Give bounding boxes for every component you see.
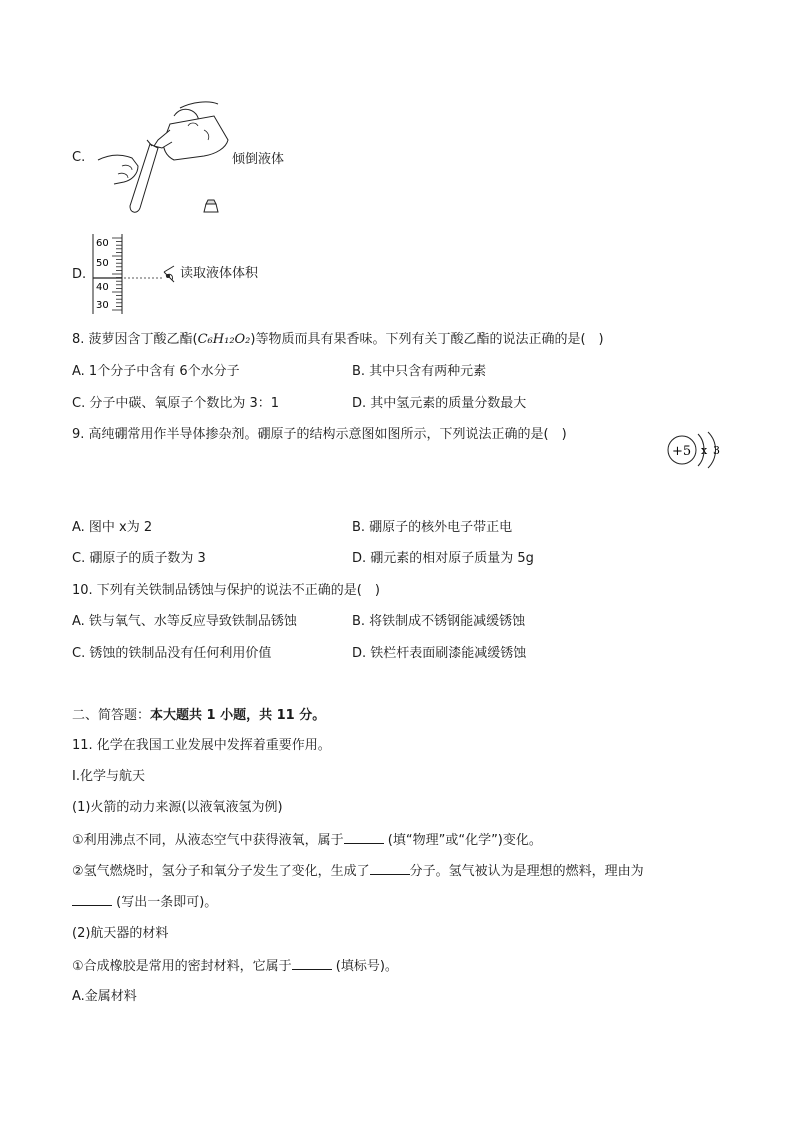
answer-blank-2[interactable] (370, 862, 410, 875)
q11-choice-a: A.金属材料 (72, 989, 137, 1004)
section-2-prefix: 二、简答题： (72, 708, 151, 723)
q10-option-d: D. 铁栏杆表面刷漆能减缓锈蚀 (352, 646, 527, 661)
q8-stem (72, 331, 604, 349)
q11-item-2-text-after: 分子。氢气被认为是理想的燃料，理由为 (409, 864, 644, 879)
q8-formula: C₆H₁₂O₂ (197, 332, 251, 347)
q11-item-1-text-before: ①利用沸点不同，从液态空气中获得液氧，属于 (72, 833, 344, 848)
pouring-liquid-illustration (92, 96, 232, 218)
q8-stem-after: )等物质而具有果香味。下列有关丁酸乙酯的说法正确的是( ) (250, 332, 604, 347)
q11-item-3 (72, 957, 398, 976)
q11-item-3-text-before: ①合成橡胶是常用的密封材料，它属于 (72, 959, 292, 974)
q10-option-c: C. 锈蚀的铁制品没有任何利用价值 (72, 646, 272, 661)
q9-option-d: D. 硼元素的相对原子质量为 5g (352, 551, 534, 566)
q11-item-1 (72, 831, 542, 850)
q8-option-c: C. 分子中碳、氧原子个数比为 3：1 (72, 396, 280, 411)
q8-option-a: A. 1个分子中含有 6个水分子 (72, 364, 240, 379)
cylinder-tick-30: 30 (96, 300, 109, 311)
q7-option-c-label: C. (72, 150, 86, 165)
q11-part-1-title: Ⅰ.化学与航天 (72, 769, 145, 784)
q11-item-3-text-after: (填标号)。 (331, 959, 398, 974)
q11-sub-question-1: (1)火箭的动力来源(以液氧液氢为例) (72, 800, 283, 815)
q10-stem: 10. 下列有关铁制品锈蚀与保护的说法不正确的是( ) (72, 583, 380, 598)
q8-option-d: D. 其中氢元素的质量分数最大 (352, 396, 527, 411)
q11-item-2-cont-text: (写出一条即可)。 (112, 895, 218, 910)
answer-blank-1[interactable] (344, 831, 384, 844)
shell-1-electrons: x (701, 444, 708, 457)
q10-option-b: B. 将铁制成不锈钢能减缓锈蚀 (352, 614, 526, 629)
q10-option-a: A. 铁与氧气、水等反应导致铁制品锈蚀 (72, 614, 297, 629)
q11-item-2-continued (72, 893, 217, 912)
q9-option-c: C. 硼原子的质子数为 3 (72, 551, 206, 566)
q9-option-b: B. 硼原子的核外电子带正电 (352, 520, 513, 535)
q8-stem-before: 8. 菠萝因含丁酸乙酯( (72, 332, 198, 347)
section-2-title: 本大题共 1 小题，共 11 分。 (150, 708, 326, 723)
cylinder-tick-60: 60 (96, 238, 109, 249)
cylinder-tick-50: 50 (96, 258, 109, 269)
q11-sub-question-2: (2)航天器的材料 (72, 926, 169, 941)
nucleus-charge: +5 (672, 444, 692, 459)
answer-blank-4[interactable] (292, 957, 332, 970)
q9-stem: 9. 高纯硼常用作半导体掺杂剂。硼原子的结构示意图如图所示，下列说法正确的是( ) (72, 427, 567, 442)
section-2-heading (72, 707, 325, 725)
answer-blank-3[interactable] (72, 893, 112, 906)
boron-atom-structure-diagram (664, 428, 726, 472)
q8-option-b: B. 其中只含有两种元素 (352, 364, 487, 379)
q11-item-1-text-after: (填“物理”或“化学”)变化。 (383, 833, 542, 848)
q7-option-c-caption: 倾倒液体 (232, 152, 285, 167)
cylinder-tick-40: 40 (96, 282, 109, 293)
q7-option-d-caption: 读取液体体积 (180, 266, 259, 281)
q9-option-a: A. 图中 x为 2 (72, 520, 153, 535)
q11-item-2 (72, 862, 644, 881)
q11-item-2-text-before: ②氢气燃烧时，氢分子和氧分子发生了变化，生成了 (72, 864, 370, 879)
q7-option-d-label: D. (72, 267, 87, 282)
graduated-cylinder-illustration (88, 232, 180, 316)
q11-stem: 11. 化学在我国工业发展中发挥着重要作用。 (72, 738, 331, 753)
shell-2-electrons: 3 (713, 444, 720, 457)
